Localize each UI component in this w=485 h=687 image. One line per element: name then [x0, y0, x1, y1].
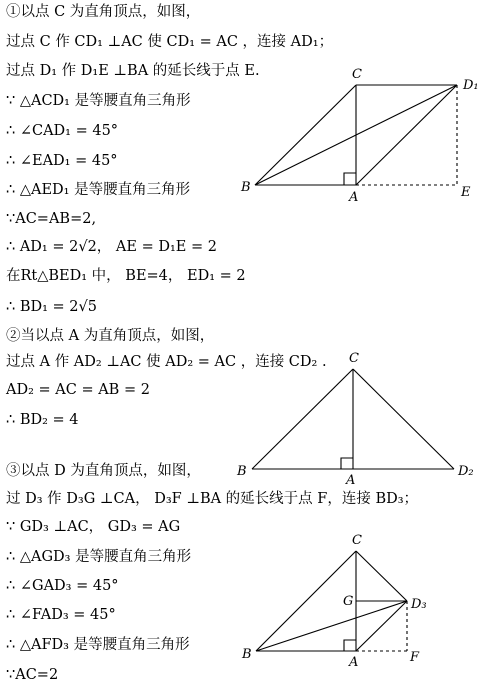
right-angle-mark	[341, 458, 353, 469]
figure-3-label-D3: D₃	[411, 597, 427, 612]
text-line-7: ∴ △AED₁ 是等腰直角三角形	[6, 182, 191, 198]
figure-3-label-A: A	[349, 655, 359, 670]
text-line-22: ∴ △AFD₃ 是等腰直角三角形	[6, 637, 190, 653]
segment-CD3	[356, 551, 407, 601]
figure-1-label-B: B	[241, 180, 251, 195]
text-line-3: 过点 D₁ 作 D₁E ⊥BA 的延长线于点 E.	[6, 63, 260, 79]
figure-2-label-B: B	[237, 464, 247, 479]
right-angle-mark	[344, 173, 356, 185]
segment-BD3	[256, 601, 407, 651]
text-line-13: 过点 A 作 AD₂ ⊥AC 使 AD₂ = AC ，连接 CD₂ .	[6, 354, 327, 370]
figure-3-label-B: B	[242, 647, 252, 662]
figure-3	[256, 551, 407, 651]
figure-2-label-C: C	[349, 351, 359, 366]
text-line-21: ∴ ∠FAD₃ = 45°	[6, 607, 116, 623]
text-line-23: ∵AC=2	[6, 667, 59, 683]
figure-3-label-F: F	[410, 650, 420, 665]
text-line-6: ∴ ∠EAD₁ = 45°	[6, 153, 118, 169]
text-line-14: AD₂ = AC = AB = 2	[6, 382, 150, 398]
text-line-12: ②当以点 A 为直角顶点，如图，	[6, 328, 215, 344]
segment-D1A	[356, 85, 457, 185]
text-line-19: ∴ △AGD₃ 是等腰直角三角形	[6, 549, 192, 565]
text-line-8: ∵AC=AB=2,	[6, 211, 97, 227]
segment-BC	[256, 551, 356, 651]
text-line-15: ∴ BD₂ = 4	[6, 412, 79, 428]
figure-3-label-G: G	[343, 594, 354, 609]
figure-1-label-C: C	[352, 67, 362, 82]
figure-1	[255, 85, 457, 185]
figure-2-label-A: A	[346, 473, 356, 488]
figure-2	[252, 369, 454, 469]
text-line-17: 过 D₃ 作 D₃G ⊥CA， D₃F ⊥BA 的延长线于点 F，连接 BD₃；	[6, 491, 419, 507]
figure-2-label-D2: D₂	[458, 464, 474, 479]
text-line-11: ∴ BD₁ = 2√5	[6, 299, 97, 315]
text-line-9: ∴ AD₁ = 2√2， AE = D₁E = 2	[6, 239, 217, 255]
segment-BC	[252, 369, 353, 469]
text-line-5: ∴ ∠CAD₁ = 45°	[6, 123, 119, 139]
segment-BC	[255, 85, 356, 185]
right-angle-mark	[344, 640, 356, 651]
text-line-2: 过点 C 作 CD₁ ⊥AC 使 CD₁ = AC ，连接 AD₁；	[6, 34, 334, 50]
text-line-20: ∴ ∠GAD₃ = 45°	[6, 578, 119, 594]
segment-D3A	[356, 601, 407, 651]
figure-1-label-A: A	[349, 190, 359, 205]
text-line-10: 在Rt△BED₁ 中， BE=4， ED₁ = 2	[6, 268, 246, 284]
figure-1-label-E: E	[461, 185, 471, 200]
figure-3-label-C: C	[352, 533, 362, 548]
figure-1-label-D1: D₁	[463, 78, 479, 93]
text-line-16: ③以点 D 为直角顶点，如图，	[6, 463, 201, 479]
text-line-1: ①以点 C 为直角顶点，如图，	[6, 4, 201, 20]
text-line-18: ∵ GD₃ ⊥AC， GD₃ = AG	[6, 519, 181, 535]
segment-CD2	[353, 369, 454, 469]
text-line-4: ∵ △ACD₁ 是等腰直角三角形	[6, 93, 191, 109]
